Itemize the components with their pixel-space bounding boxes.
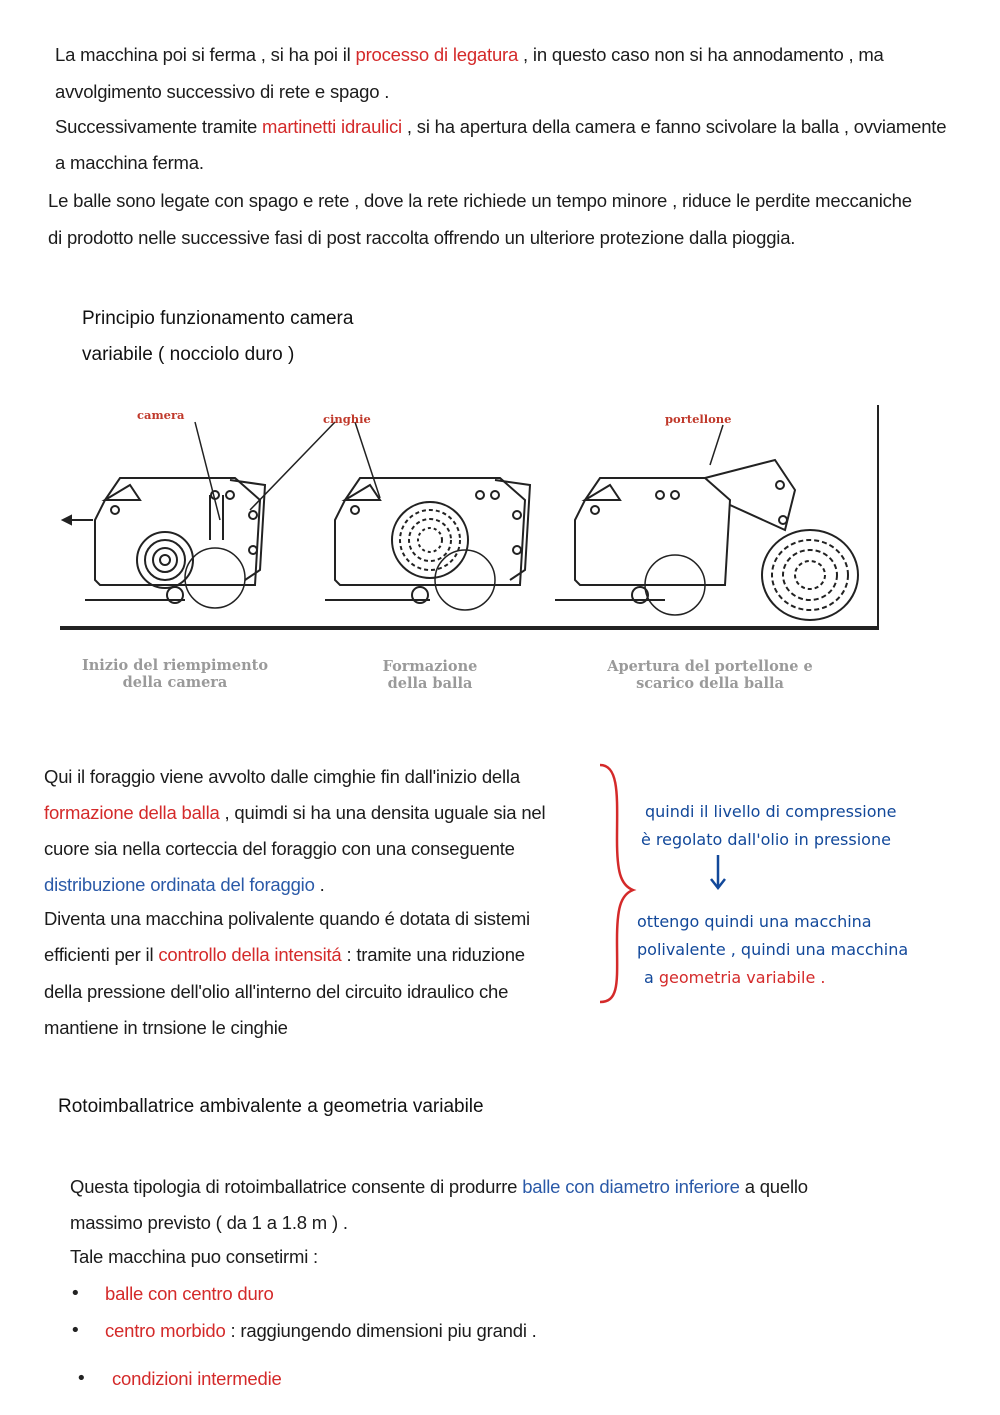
caption-step-1-line-2: della camera [122,674,228,691]
section-title-line-2: variabile ( nocciolo duro ) [82,344,295,365]
side-note-line-1: quindi il livello di compressione [645,802,897,821]
body2-line-4 [44,874,325,896]
side-note-line-2: è regolato dall'olio in pressione [641,830,891,849]
body2-line-1: Qui il foraggio viene avvolto dalle cimghie fin dall'inizio della [44,766,520,787]
label-camera: camera [137,408,185,422]
section2-line-1 [70,1176,808,1198]
bullet-item-3: condizioni intermedie [112,1368,282,1389]
section-title-line-1: Principio funzionamento camera [82,308,354,329]
highlight-formazione-balla: formazione della balla [44,802,220,823]
side-note-text: a [644,968,659,987]
body2-text: . [314,874,325,895]
caption-step-2-line-1: Formazione [382,658,478,675]
bullet-dot-icon: • [70,1320,81,1341]
side-note-line-5 [644,968,825,987]
highlight-distribuzione: distribuzione ordinata del foraggio [44,874,315,895]
section2-text: a quello [739,1176,808,1197]
highlight-geometria-variabile: geometria variabile . [658,968,826,987]
bullet-item-2 [105,1320,537,1342]
section2-line-3: Tale macchina puo consetirmi : [70,1246,318,1267]
bullet-dot-icon: • [76,1368,87,1389]
caption-step-1-line-1: Inizio del riempimento [81,657,269,674]
baler-diagram [55,400,885,700]
intro-line-6: di prodotto nelle successive fasi di post raccolta offrendo un ulteriore protezione dalla pioggia. [48,227,796,248]
baler-diagram-svg [55,400,885,640]
highlight-controllo-intensita: controllo della intensitá [158,944,342,965]
machine-1 [63,478,265,608]
intro-line-1 [55,44,884,66]
intro-text: La macchina poi si ferma , si ha poi il [55,44,356,65]
body2-line-3: cuore sia nella corteccia del foraggio con una conseguente [44,838,515,859]
body2-text: , quimdi si ha una densita uguale sia nel [219,802,546,823]
highlight-processo-legatura: processo di legatura [355,44,519,65]
caption-step-3-line-2: scarico della balla [636,675,784,692]
caption-step-1 [60,657,290,691]
arrow-down-icon [708,852,728,892]
caption-step-3-line-1: Apertura del portellone e [607,658,813,675]
section2-line-2: massimo previsto ( da 1 a 1.8 m ) . [70,1212,348,1233]
intro-line-3 [55,116,946,138]
highlight-centro-morbido: centro morbido [105,1320,226,1341]
highlight-diametro-inferiore: balle con diametro inferiore [522,1176,740,1197]
body2-line-2 [44,802,545,824]
intro-text: Successivamente tramite [55,116,263,137]
side-note-line-4: polivalente , quindi una macchina [637,940,909,959]
section2-text: Questa tipologia di rotoimballatrice consente di produrre [70,1176,523,1197]
intro-line-5: Le balle sono legate con spago e rete , dove la rete richiede un tempo minore , riduce le perdite meccaniche [48,190,912,211]
body2-line-7: della pressione dell'olio all'interno del circuito idraulico che [44,981,509,1002]
label-cinghie: cinghie [323,412,371,426]
body2-line-6 [44,944,525,966]
section2-title: Rotoimballatrice ambivalente a geometria variabile [58,1096,484,1117]
intro-line-2: avvolgimento successivo di rete e spago . [55,81,390,102]
caption-step-2 [350,658,510,692]
intro-line-4: a macchina ferma. [55,152,204,173]
machine-2 [325,478,530,610]
intro-text: , si ha apertura della camera e fanno scivolare la balla , ovviamente [401,116,947,137]
caption-step-2-line-2: della balla [387,675,473,692]
intro-text: , in questo caso non si ha annodamento , ma [518,44,884,65]
machine-3 [555,460,858,620]
bullet-text: : raggiungendo dimensioni piu grandi . [225,1320,537,1341]
body2-text: efficienti per il [44,944,159,965]
body2-line-5: Diventa una macchina polivalente quando é dotata di sistemi [44,908,530,929]
body2-line-8: mantiene in trnsione le cinghie [44,1017,288,1038]
label-portellone: portellone [665,412,732,426]
highlight-martinetti: martinetti idraulici [262,116,402,137]
bullet-item-1: balle con centro duro [105,1283,274,1304]
body2-text: : tramite una riduzione [341,944,525,965]
bullet-dot-icon: • [70,1283,81,1304]
side-note-line-3: ottengo quindi una macchina [637,912,872,931]
caption-step-3 [575,658,845,692]
